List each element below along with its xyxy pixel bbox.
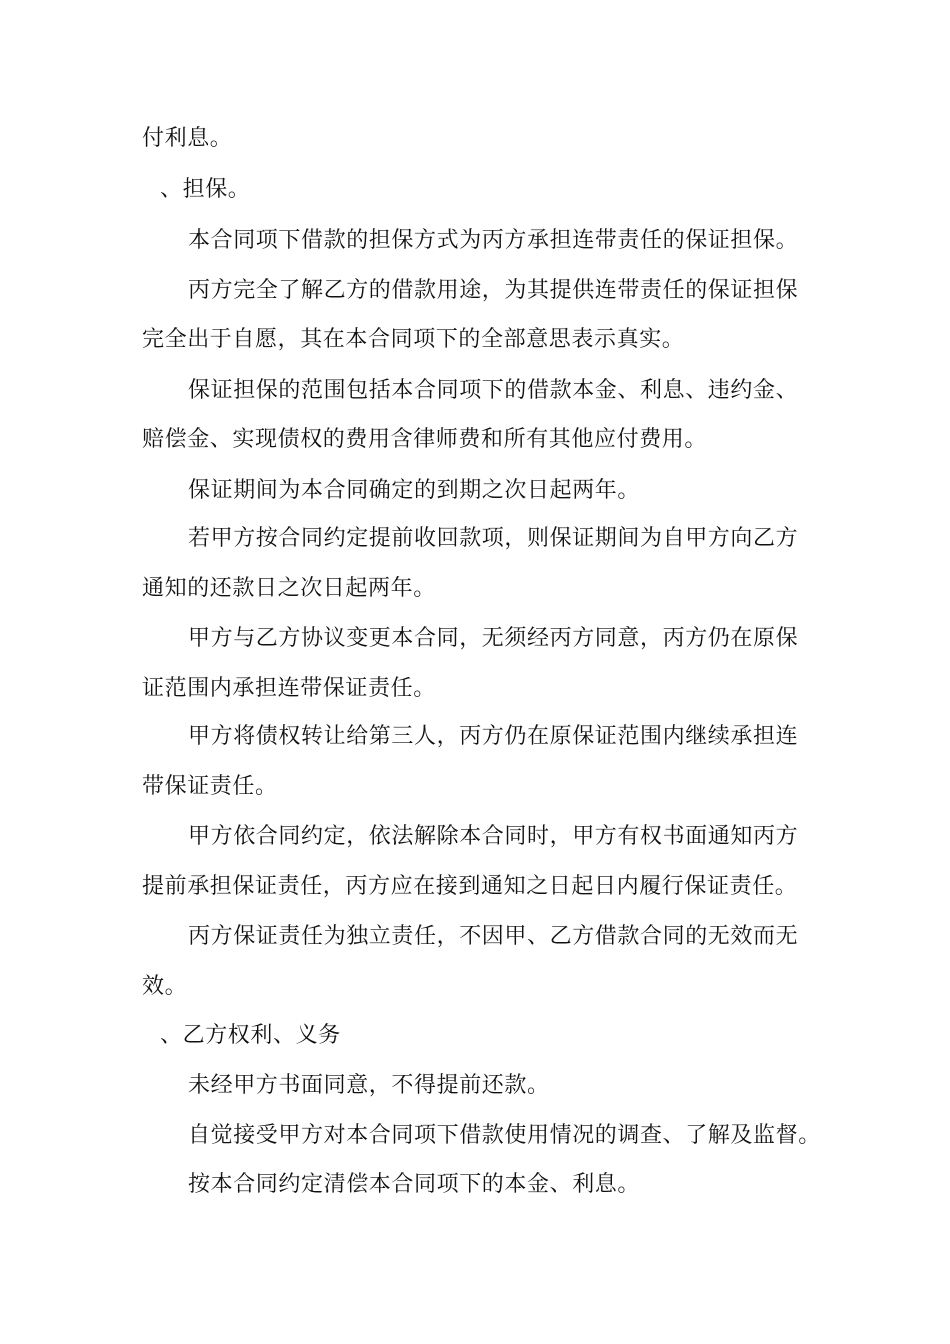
paragraph-start: 甲方依合同约定，依法解除本合同时，甲方有权书面通知丙方 (188, 824, 799, 849)
section-heading: 、乙方权利、义务 (160, 1023, 341, 1048)
paragraph-start: 按本合同约定清偿本合同项下的本金、利息。 (188, 1172, 641, 1197)
text-line: 赔偿金、实现债权的费用含律师费和所有其他应付费用。 (142, 427, 708, 452)
text-line: 带保证责任。 (142, 774, 278, 799)
paragraph-start: 甲方将债权转让给第三人，丙方仍在原保证范围内继续承担连 (188, 724, 799, 749)
paragraph-start: 若甲方按合同约定提前收回款项，则保证期间为自甲方向乙方 (188, 526, 799, 551)
paragraph-start: 甲方与乙方协议变更本合同，无须经丙方同意，丙方仍在原保 (188, 626, 799, 651)
text-line: 证范围内承担连带保证责任。 (142, 676, 436, 701)
text-line: 效。 (142, 974, 188, 999)
paragraph-start: 本合同项下借款的担保方式为丙方承担连带责任的保证担保。 (188, 228, 799, 253)
paragraph-start: 丙方保证责任为独立责任，不因甲、乙方借款合同的无效而无 (188, 924, 799, 949)
paragraph-start: 保证期间为本合同确定的到期之次日起两年。 (188, 478, 641, 503)
paragraph-start: 保证担保的范围包括本合同项下的借款本金、利息、违约金、 (188, 378, 799, 403)
paragraph-start: 自觉接受甲方对本合同项下借款使用情况的调查、了解及监督。 (188, 1123, 821, 1148)
text-line: 付利息。 (142, 126, 233, 151)
paragraph-start: 丙方完全了解乙方的借款用途，为其提供连带责任的保证担保 (188, 278, 799, 303)
text-line: 通知的还款日之次日起两年。 (142, 576, 436, 601)
text-line: 提前承担保证责任，丙方应在接到通知之日起日内履行保证责任。 (142, 874, 798, 899)
paragraph-start: 未经甲方书面同意，不得提前还款。 (188, 1073, 550, 1098)
text-line: 完全出于自愿，其在本合同项下的全部意思表示真实。 (142, 327, 685, 352)
section-heading: 、担保。 (160, 177, 251, 202)
